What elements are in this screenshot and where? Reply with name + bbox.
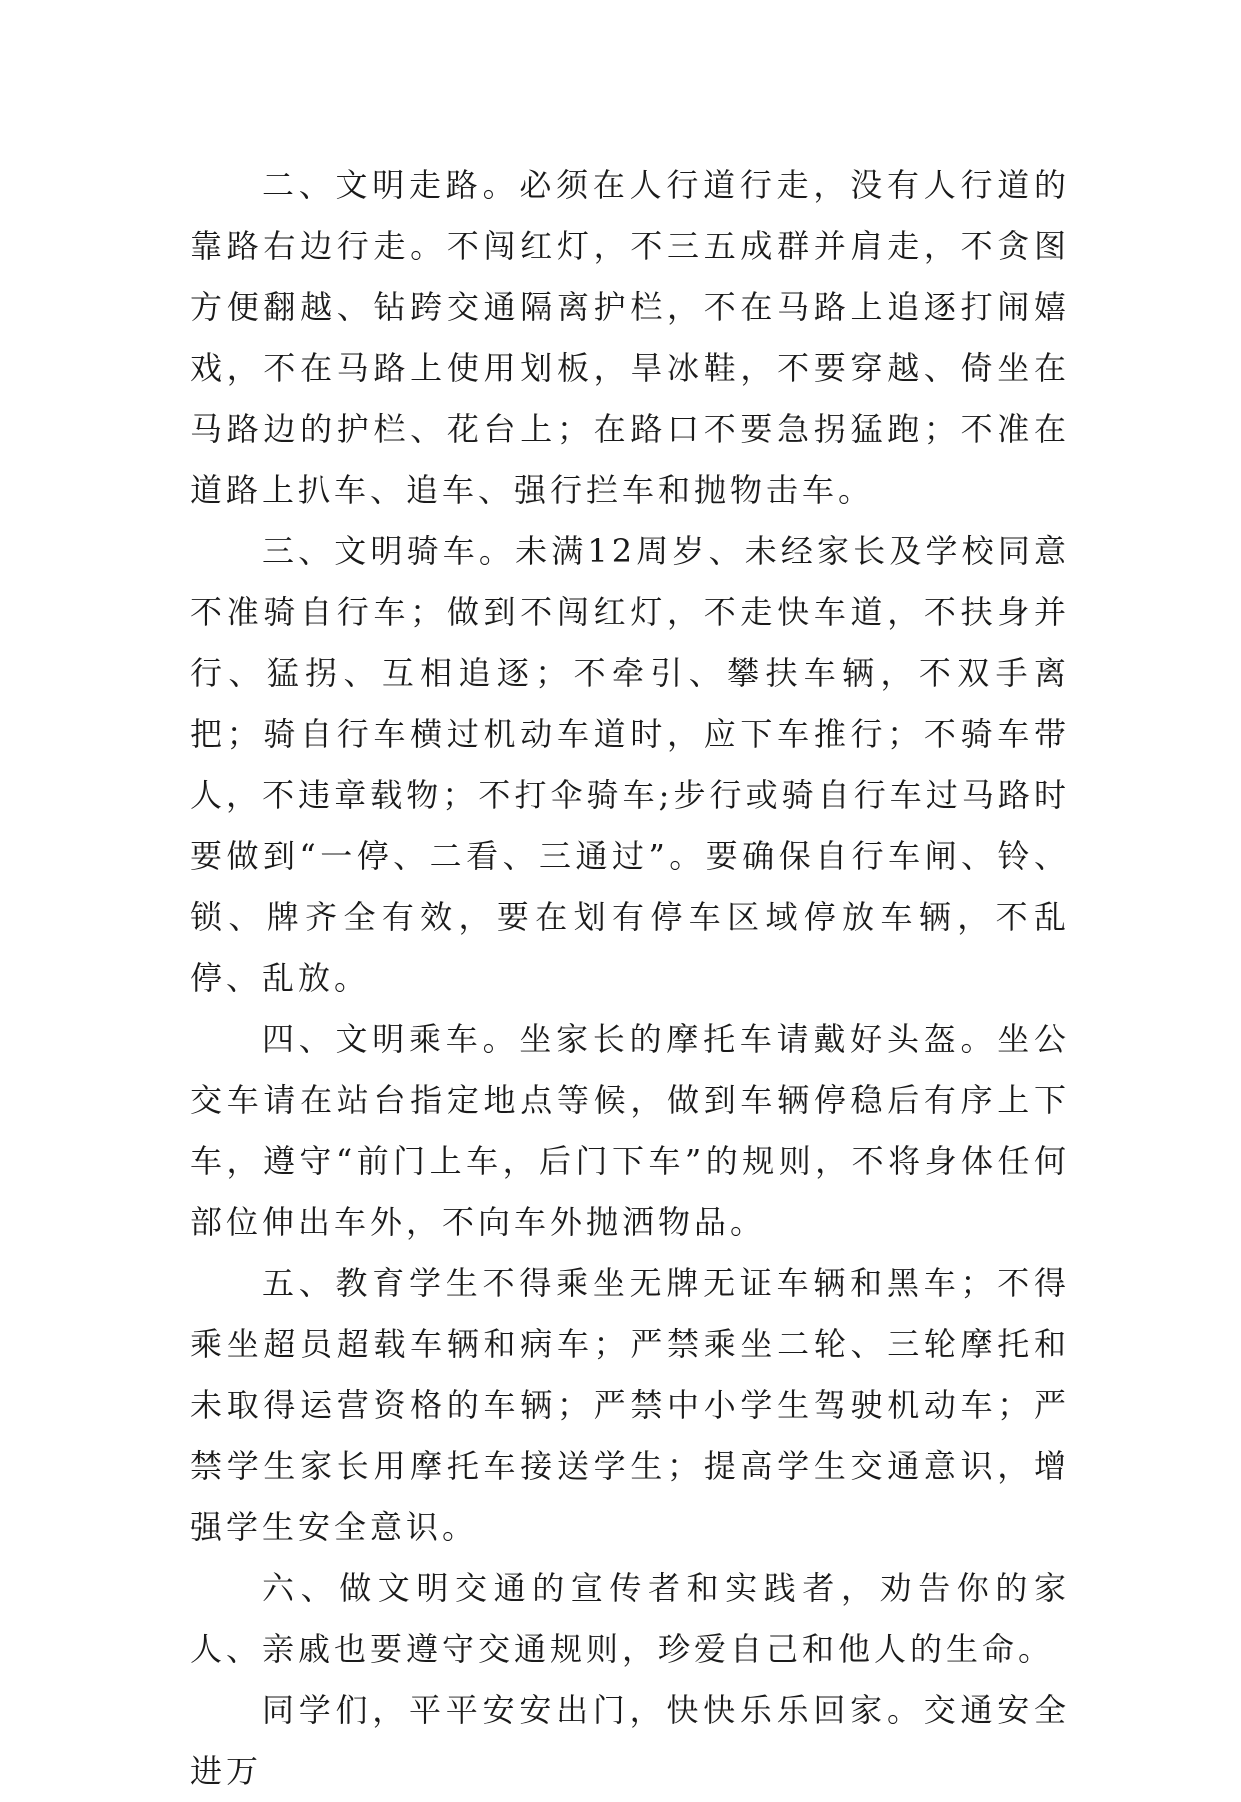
paragraph-2-walking: 二、文明走路。必须在人行道行走，没有人行道的靠路右边行走。不闯红灯，不三五成群并肩走，不贪图方便翻越、钻跨交通隔离护栏，不在马路上追逐打闹嬉戏，不在马路上使用划板，旱冰鞋，不要穿越、倚坐在马路边的护栏、花台上；在路口不要急拐猛跑；不准在道路上扒车、追车、强行拦车和抛物击车。 bbox=[190, 166, 1070, 509]
paragraph-4-riding: 四、文明乘车。坐家长的摩托车请戴好头盔。坐公交车请在站台指定地点等候，做到车辆停稳后有序上下车，遵守“前门上车，后门下车”的规则，不将身体任何部位伸出车外，不向车外抛洒物品。 bbox=[190, 1020, 1070, 1241]
paragraph-5-education: 五、教育学生不得乘坐无牌无证车辆和黑车；不得乘坐超员超载车辆和病车；严禁乘坐二轮、三轮摩托和未取得运营资格的车辆；严禁中小学生驾驶机动车；严禁学生家长用摩托车接送学生；提高学生交通意识，增强学生安全意识。 bbox=[190, 1264, 1070, 1546]
body-text bbox=[190, 155, 1070, 1802]
paragraph-3-cycling: 三、文明骑车。未满12周岁、未经家长及学校同意不准骑自行车；做到不闯红灯，不走快车道，不扶身并行、猛拐、互相追逐；不牵引、攀扶车辆，不双手离把；骑自行车横过机动车道时，应下车推行；不骑车带人，不违章载物；不打伞骑车;步行或骑自行车过马路时要做到“一停、二看、三通过”。要确保自行车闸、铃、锁、牌齐全有效，要在划有停车区域停放车辆，不乱停、乱放。 bbox=[190, 532, 1070, 997]
paragraph-closing: 同学们，平平安安出门，快快乐乐回家。交通安全进万 bbox=[190, 1691, 1070, 1790]
paragraph-6-promotion: 六、做文明交通的宣传者和实践者，劝告你的家人、亲戚也要遵守交通规则，珍爱自己和他人的生命。 bbox=[190, 1569, 1070, 1668]
